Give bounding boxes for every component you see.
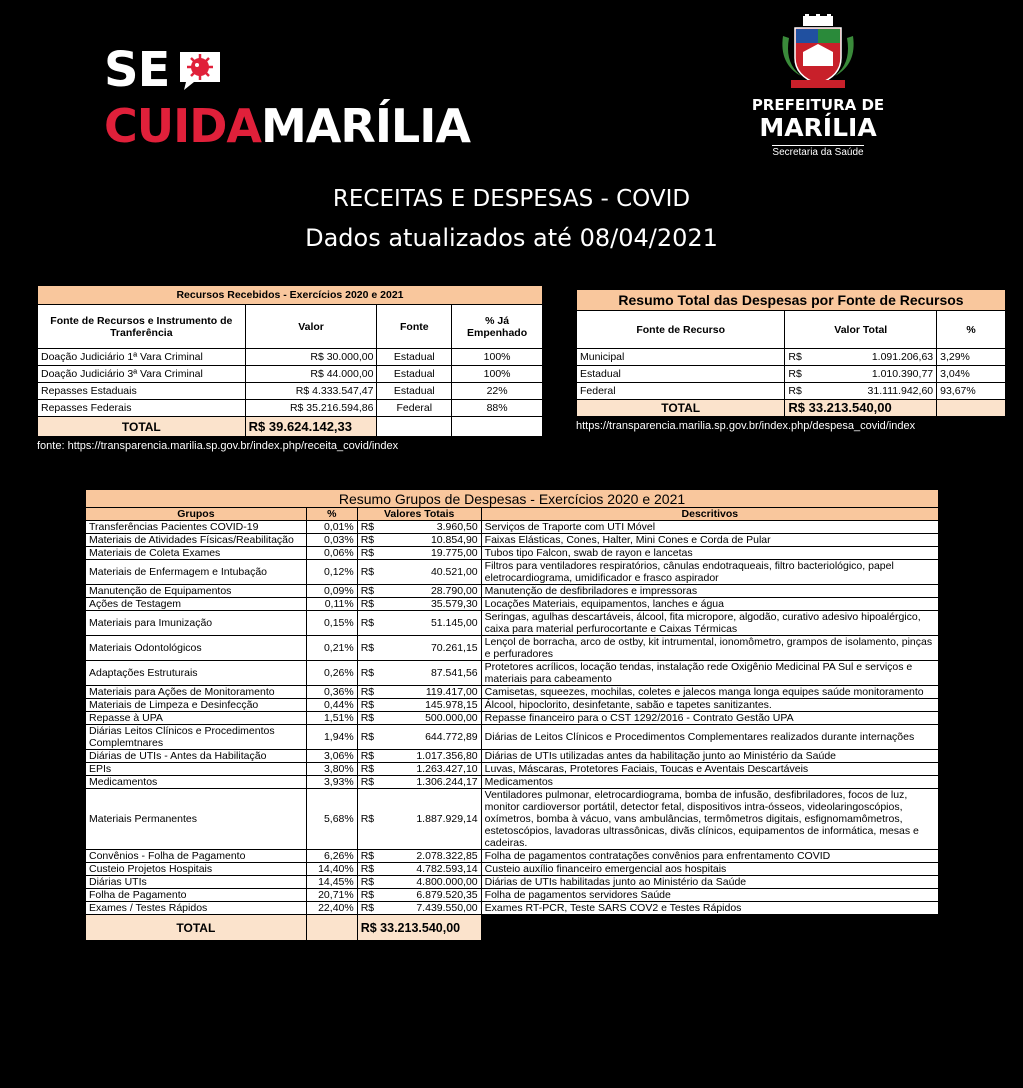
fonte-valor: 1.010.390,77	[811, 366, 937, 383]
grupo-descritivo: Folha de pagamentos servidores Saúde	[481, 889, 938, 902]
grupo-pct: 3,80%	[306, 763, 357, 776]
fonte-name: Federal	[577, 383, 785, 400]
prefeitura-line1: PREFEITURA DE	[751, 96, 885, 114]
recursos-row	[38, 366, 543, 383]
grupo-valor: 28.790,00	[379, 585, 481, 598]
grupos-total-value: R$ 33.213.540,00	[357, 915, 481, 941]
grupo-row	[86, 636, 939, 661]
prefeitura-marilia-logo	[748, 14, 888, 174]
grupo-valor: 7.439.550,00	[379, 902, 481, 915]
grupo-row	[86, 661, 939, 686]
grupo-currency: R$	[357, 876, 379, 889]
grupo-row	[86, 712, 939, 725]
grupo-row	[86, 547, 939, 560]
grupo-valor: 6.879.520,35	[379, 889, 481, 902]
recurso-name: Doação Judiciário 1ª Vara Criminal	[38, 349, 246, 366]
grupo-descritivo: Camisetas, squeezes, mochilas, coletes e jalecos manga longa equipes saúde monitoramento	[481, 686, 938, 699]
grupo-name: Materiais para Ações de Monitoramento	[86, 686, 307, 699]
grupo-name: Materiais Permanentes	[86, 789, 307, 850]
page-title: RECEITAS E DESPESAS - COVID	[332, 186, 691, 212]
grupo-row	[86, 560, 939, 585]
se-cuida-marilia-logo	[104, 40, 470, 155]
resumo-total-value: R$ 33.213.540,00	[785, 400, 937, 417]
fonte-name: Estadual	[577, 366, 785, 383]
recurso-pct: 100%	[452, 349, 543, 366]
grupo-pct: 20,71%	[306, 889, 357, 902]
recursos-row	[38, 400, 543, 417]
grupo-row	[86, 750, 939, 763]
grupos-despesas-table	[85, 489, 939, 941]
grupo-currency: R$	[357, 902, 379, 915]
grupo-name: Medicamentos	[86, 776, 307, 789]
grupo-valor: 1.887.929,14	[379, 789, 481, 850]
grupo-row	[86, 863, 939, 876]
grupo-row	[86, 850, 939, 863]
recurso-name: Repasses Estaduais	[38, 383, 246, 400]
grupo-currency: R$	[357, 560, 379, 585]
recurso-pct: 22%	[452, 383, 543, 400]
grupo-pct: 0,26%	[306, 661, 357, 686]
fonte-pct: 3,29%	[937, 349, 1006, 366]
grupo-pct: 3,06%	[306, 750, 357, 763]
grupo-row	[86, 521, 939, 534]
recursos-row	[38, 383, 543, 400]
grupo-descritivo: Custeio auxílio financeiro emergencial aos hospitais	[481, 863, 938, 876]
prefeitura-line3: Secretaria da Saúde	[772, 147, 864, 158]
grupo-name: EPIs	[86, 763, 307, 776]
fonte-pct: 93,67%	[937, 383, 1006, 400]
grupo-name: Materiais para Imunização	[86, 611, 307, 636]
grupo-valor: 70.261,15	[379, 636, 481, 661]
grupo-descritivo: Luvas, Máscaras, Protetores Faciais, Toucas e Aventais Descartáveis	[481, 763, 938, 776]
grupo-descritivo: Filtros para ventiladores respiratórios, cânulas endotraqueais, filtro bacteriológico, papel eletrocardiograma, umidificador e frasco aspirador	[481, 560, 938, 585]
fonte-valor: 1.091.206,63	[811, 349, 937, 366]
header-grupos-pct: %	[306, 508, 357, 521]
logo-se-text: SE	[104, 42, 170, 98]
grupo-pct: 0,09%	[306, 585, 357, 598]
grupo-name: Diárias UTIs	[86, 876, 307, 889]
grupo-currency: R$	[357, 712, 379, 725]
resumo-total-label: TOTAL	[577, 400, 785, 417]
grupo-row	[86, 902, 939, 915]
header-pct: %	[937, 311, 1006, 349]
grupo-row	[86, 699, 939, 712]
resumo-fonte-section	[576, 289, 1006, 432]
fonte-currency: R$	[785, 349, 811, 366]
grupo-currency: R$	[357, 611, 379, 636]
grupo-row	[86, 776, 939, 789]
grupo-currency: R$	[357, 763, 379, 776]
grupo-name: Materiais de Enfermagem e Intubação	[86, 560, 307, 585]
resumo-fonte-table	[576, 289, 1006, 417]
grupo-valor: 1.306.244,17	[379, 776, 481, 789]
grupos-title: Resumo Grupos de Despesas - Exercícios 2020 e 2021	[86, 490, 939, 508]
grupo-descritivo: Seringas, agulhas descartáveis, álcool, fita micropore, algodão, curativo adesivo hipoalérgico, caixa para material perfurocortante e Caixas Térmicas	[481, 611, 938, 636]
grupo-row	[86, 686, 939, 699]
resumo-fonte-row	[577, 349, 1006, 366]
recurso-valor: R$ 4.333.547,47	[245, 383, 377, 400]
grupo-row	[86, 763, 939, 776]
grupo-currency: R$	[357, 863, 379, 876]
grupo-descritivo: Protetores acrílicos, locação tendas, instalação rede Oxigênio Medicinal PA Sul e serviços e materiais para cabeamento	[481, 661, 938, 686]
header-grupos: Grupos	[86, 508, 307, 521]
grupo-row	[86, 598, 939, 611]
grupo-valor: 119.417,00	[379, 686, 481, 699]
fonte-currency: R$	[785, 383, 811, 400]
grupo-pct: 0,36%	[306, 686, 357, 699]
grupo-pct: 0,44%	[306, 699, 357, 712]
grupo-pct: 1,51%	[306, 712, 357, 725]
grupo-pct: 14,40%	[306, 863, 357, 876]
grupo-descritivo: Diárias de UTIs utilizadas antes da habilitação junto ao Ministério da Saúde	[481, 750, 938, 763]
grupo-valor: 644.772,89	[379, 725, 481, 750]
header-valor-total: Valor Total	[785, 311, 937, 349]
grupo-currency: R$	[357, 521, 379, 534]
grupo-currency: R$	[357, 725, 379, 750]
grupo-row	[86, 725, 939, 750]
grupo-pct: 0,11%	[306, 598, 357, 611]
logo-cuida-marilia-text: CUIDAMARÍLIA	[104, 99, 470, 153]
recursos-row	[38, 349, 543, 366]
grupo-pct: 0,03%	[306, 534, 357, 547]
grupo-currency: R$	[357, 585, 379, 598]
grupo-pct: 6,26%	[306, 850, 357, 863]
grupo-currency: R$	[357, 598, 379, 611]
recurso-valor: R$ 35.216.594,86	[245, 400, 377, 417]
recursos-total-value: R$ 39.624.142,33	[245, 417, 377, 437]
grupo-valor: 500.000,00	[379, 712, 481, 725]
grupo-pct: 0,12%	[306, 560, 357, 585]
grupo-currency: R$	[357, 889, 379, 902]
recursos-recebidos-section	[37, 285, 543, 452]
grupo-descritivo: Álcool, hipoclorito, desinfetante, sabão e tapetes sanitizantes.	[481, 699, 938, 712]
grupo-currency: R$	[357, 636, 379, 661]
resumo-fonte-row	[577, 366, 1006, 383]
header-descritivos: Descritivos	[481, 508, 938, 521]
grupos-despesas-section	[85, 489, 939, 941]
recursos-source-link[interactable]: fonte: https://transparencia.marilia.sp.gov.br/index.php/receita_covid/index	[37, 440, 399, 452]
header-fonte-recurso: Fonte de Recurso	[577, 311, 785, 349]
fonte-valor: 31.111.942,60	[811, 383, 937, 400]
recurso-fonte: Estadual	[377, 366, 452, 383]
fonte-pct: 3,04%	[937, 366, 1006, 383]
grupo-pct: 22,40%	[306, 902, 357, 915]
recursos-total-label: TOTAL	[38, 417, 246, 437]
recurso-name: Repasses Federais	[38, 400, 246, 417]
grupo-valor: 51.145,00	[379, 611, 481, 636]
grupo-name: Adaptações Estruturais	[86, 661, 307, 686]
grupo-name: Folha de Pagamento	[86, 889, 307, 902]
grupo-valor: 4.782.593,14	[379, 863, 481, 876]
grupo-name: Materiais de Coleta Exames	[86, 547, 307, 560]
grupo-name: Custeio Projetos Hospitais	[86, 863, 307, 876]
grupo-currency: R$	[357, 547, 379, 560]
recurso-valor: R$ 30.000,00	[245, 349, 377, 366]
grupo-descritivo: Diárias de Leitos Clínicos e Procedimentos Complementares realizados durante internações	[481, 725, 938, 750]
grupo-currency: R$	[357, 661, 379, 686]
grupo-valor: 4.800.000,00	[379, 876, 481, 889]
grupo-currency: R$	[357, 789, 379, 850]
fonte-name: Municipal	[577, 349, 785, 366]
grupo-currency: R$	[357, 776, 379, 789]
grupo-currency: R$	[357, 750, 379, 763]
grupo-pct: 0,15%	[306, 611, 357, 636]
prefeitura-line2: MARÍLIA	[759, 113, 877, 142]
grupo-row	[86, 876, 939, 889]
header-fonte-recursos: Fonte de Recursos e Instrumento de Tranferência	[38, 305, 246, 349]
grupo-pct: 14,45%	[306, 876, 357, 889]
recurso-fonte: Estadual	[377, 349, 452, 366]
recursos-title: Recursos Recebidos - Exercícios 2020 e 2021	[38, 286, 543, 305]
grupo-descritivo: Locações Materiais, equipamentos, lanches e água	[481, 598, 938, 611]
grupo-name: Ações de Testagem	[86, 598, 307, 611]
grupo-descritivo: Lençol de borracha, arco de ostby, kit intrumental, ionomômetro, grampos de isolamento, pinças e perfuradores	[481, 636, 938, 661]
grupo-valor: 1.263.427,10	[379, 763, 481, 776]
grupo-descritivo: Faixas Elásticas, Cones, Halter, Mini Cones e Corda de Pular	[481, 534, 938, 547]
grupo-descritivo: Diárias de UTIs habilitadas junto ao Ministério da Saúde	[481, 876, 938, 889]
grupo-row	[86, 534, 939, 547]
grupo-valor: 1.017.356,80	[379, 750, 481, 763]
grupo-name: Convênios - Folha de Pagamento	[86, 850, 307, 863]
grupo-valor: 40.521,00	[379, 560, 481, 585]
grupo-name: Materiais de Limpeza e Desinfecção	[86, 699, 307, 712]
grupo-pct: 0,01%	[306, 521, 357, 534]
header-fonte: Fonte	[377, 305, 452, 349]
grupos-total-label: TOTAL	[86, 915, 307, 941]
grupo-pct: 3,93%	[306, 776, 357, 789]
grupo-valor: 19.775,00	[379, 547, 481, 560]
grupo-descritivo: Folha de pagamentos contratações convênios para enfrentamento COVID	[481, 850, 938, 863]
page-subtitle: Dados atualizados até 08/04/2021	[305, 224, 718, 252]
grupo-currency: R$	[357, 534, 379, 547]
grupo-currency: R$	[357, 699, 379, 712]
recurso-valor: R$ 44.000,00	[245, 366, 377, 383]
grupo-descritivo: Serviços de Traporte com UTI Móvel	[481, 521, 938, 534]
recurso-name: Doação Judiciário 3ª Vara Criminal	[38, 366, 246, 383]
header-valor: Valor	[245, 305, 377, 349]
city-crest-icon	[779, 14, 857, 94]
grupo-valor: 35.579,30	[379, 598, 481, 611]
grupo-name: Transferências Pacientes COVID-19	[86, 521, 307, 534]
header-valores-totais: Valores Totais	[357, 508, 481, 521]
grupo-valor: 87.541,56	[379, 661, 481, 686]
grupo-row	[86, 789, 939, 850]
grupo-currency: R$	[357, 850, 379, 863]
grupo-name: Materiais Odontológicos	[86, 636, 307, 661]
grupo-descritivo: Manutenção de desfibriladores e impressoras	[481, 585, 938, 598]
grupo-descritivo: Medicamentos	[481, 776, 938, 789]
grupo-descritivo: Exames RT-PCR, Teste SARS COV2 e Testes Rápidos	[481, 902, 938, 915]
grupo-row	[86, 611, 939, 636]
recurso-fonte: Federal	[377, 400, 452, 417]
grupo-valor: 145.978,15	[379, 699, 481, 712]
grupo-name: Manutenção de Equipamentos	[86, 585, 307, 598]
grupo-name: Repasse à UPA	[86, 712, 307, 725]
recurso-pct: 100%	[452, 366, 543, 383]
grupo-descritivo: Repasse financeiro para o CST 1292/2016 - Contrato Gestão UPA	[481, 712, 938, 725]
grupo-pct: 0,21%	[306, 636, 357, 661]
grupo-pct: 5,68%	[306, 789, 357, 850]
grupo-descritivo: Ventiladores pulmonar, eletrocardiograma, bomba de infusão, desfibriladores, focos de luz, monitor cardioversor portátil, detector fetal, dispositivos intra-ósseos, videolaringoscópios, oxímetros, bomba à vácuo, vans ambulâncias, termômetros digitais, esfignomamômetros, estetoscópios, lavadoras ultrassônicas, divãs clínicos, equipamentos de informática, mesas e cadeiras.	[481, 789, 938, 850]
grupo-descritivo: Tubos tipo Falcon, swab de rayon e lancetas	[481, 547, 938, 560]
grupo-valor: 3.960,50	[379, 521, 481, 534]
grupo-name: Materiais de Atividades Físicas/Reabilitação	[86, 534, 307, 547]
recurso-fonte: Estadual	[377, 383, 452, 400]
recurso-pct: 88%	[452, 400, 543, 417]
resumo-source-link[interactable]: https://transparencia.marilia.sp.gov.br/index.php/despesa_covid/index	[576, 420, 916, 432]
header-pct-empenhado: % Já Empenhado	[452, 305, 543, 349]
grupo-pct: 0,06%	[306, 547, 357, 560]
recursos-recebidos-table	[37, 285, 543, 437]
grupo-name: Diárias de UTIs - Antes da Habilitação	[86, 750, 307, 763]
virus-speech-bubble-icon	[176, 48, 224, 92]
fonte-currency: R$	[785, 366, 811, 383]
resumo-fonte-row	[577, 383, 1006, 400]
grupo-name: Exames / Testes Rápidos	[86, 902, 307, 915]
grupo-currency: R$	[357, 686, 379, 699]
grupo-row	[86, 889, 939, 902]
resumo-fonte-title: Resumo Total das Despesas por Fonte de Recursos	[577, 290, 1006, 311]
grupo-row	[86, 585, 939, 598]
grupo-pct: 1,94%	[306, 725, 357, 750]
grupo-valor: 10.854,90	[379, 534, 481, 547]
grupo-name: Diárias Leitos Clínicos e Procedimentos Complemtnares	[86, 725, 307, 750]
grupo-valor: 2.078.322,85	[379, 850, 481, 863]
